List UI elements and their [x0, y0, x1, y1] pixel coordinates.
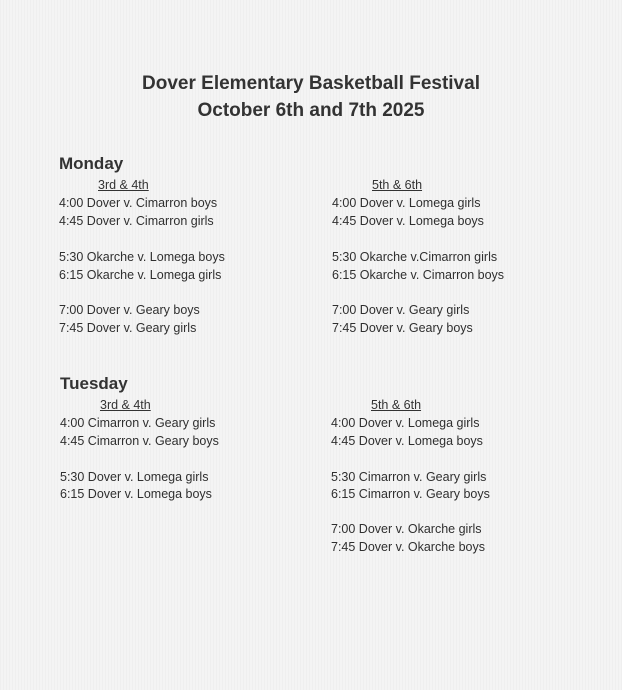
game-item: 4:45 Dover v. Cimarron girls [59, 214, 214, 228]
game-item: 5:30 Cimarron v. Geary girls [331, 470, 487, 484]
day-heading-tuesday: Tuesday [60, 374, 128, 393]
game-item: 7:45 Dover v. Geary boys [332, 321, 473, 335]
grade-subheader-tuesday-left: 3rd & 4th [100, 398, 151, 412]
game-item: 6:15 Okarche v. Cimarron boys [332, 268, 505, 282]
game-item: 4:00 Dover v. Lomega girls [332, 196, 481, 210]
game-item: 5:30 Okarche v. Lomega boys [59, 250, 225, 264]
game-item: 7:00 Dover v. Geary girls [332, 303, 470, 317]
game-item: 6:15 Cimarron v. Geary boys [331, 487, 490, 501]
grade-subheader-monday-left: 3rd & 4th [98, 178, 149, 192]
game-item: 5:30 Okarche v.Cimarron girls [332, 250, 498, 264]
game-item: 4:00 Dover v. Lomega girls [331, 416, 480, 430]
grade-subheader-monday-right: 5th & 6th [372, 178, 423, 192]
day-heading-monday: Monday [59, 154, 124, 173]
game-item: 4:45 Cimarron v. Geary boys [60, 434, 219, 448]
grade-subheader-tuesday-right: 5th & 6th [371, 398, 422, 412]
game-item: 7:00 Dover v. Okarche girls [331, 522, 482, 536]
game-item: 4:00 Dover v. Cimarron boys [59, 196, 218, 210]
game-item: 7:45 Dover v. Geary girls [59, 321, 197, 335]
game-item: 5:30 Dover v. Lomega girls [60, 470, 209, 484]
game-item: 4:45 Dover v. Lomega boys [332, 214, 484, 228]
game-item: 4:00 Cimarron v. Geary girls [60, 416, 216, 430]
game-item: 6:15 Okarche v. Lomega girls [59, 268, 222, 282]
page-title: Dover Elementary Basketball Festival [142, 73, 480, 94]
game-item: 6:15 Dover v. Lomega boys [60, 487, 212, 501]
game-item: 4:45 Dover v. Lomega boys [331, 434, 483, 448]
game-item: 7:00 Dover v. Geary boys [59, 303, 200, 317]
game-item: 7:45 Dover v. Okarche boys [331, 540, 486, 554]
page-subtitle-dates: October 6th and 7th 2025 [197, 100, 425, 121]
